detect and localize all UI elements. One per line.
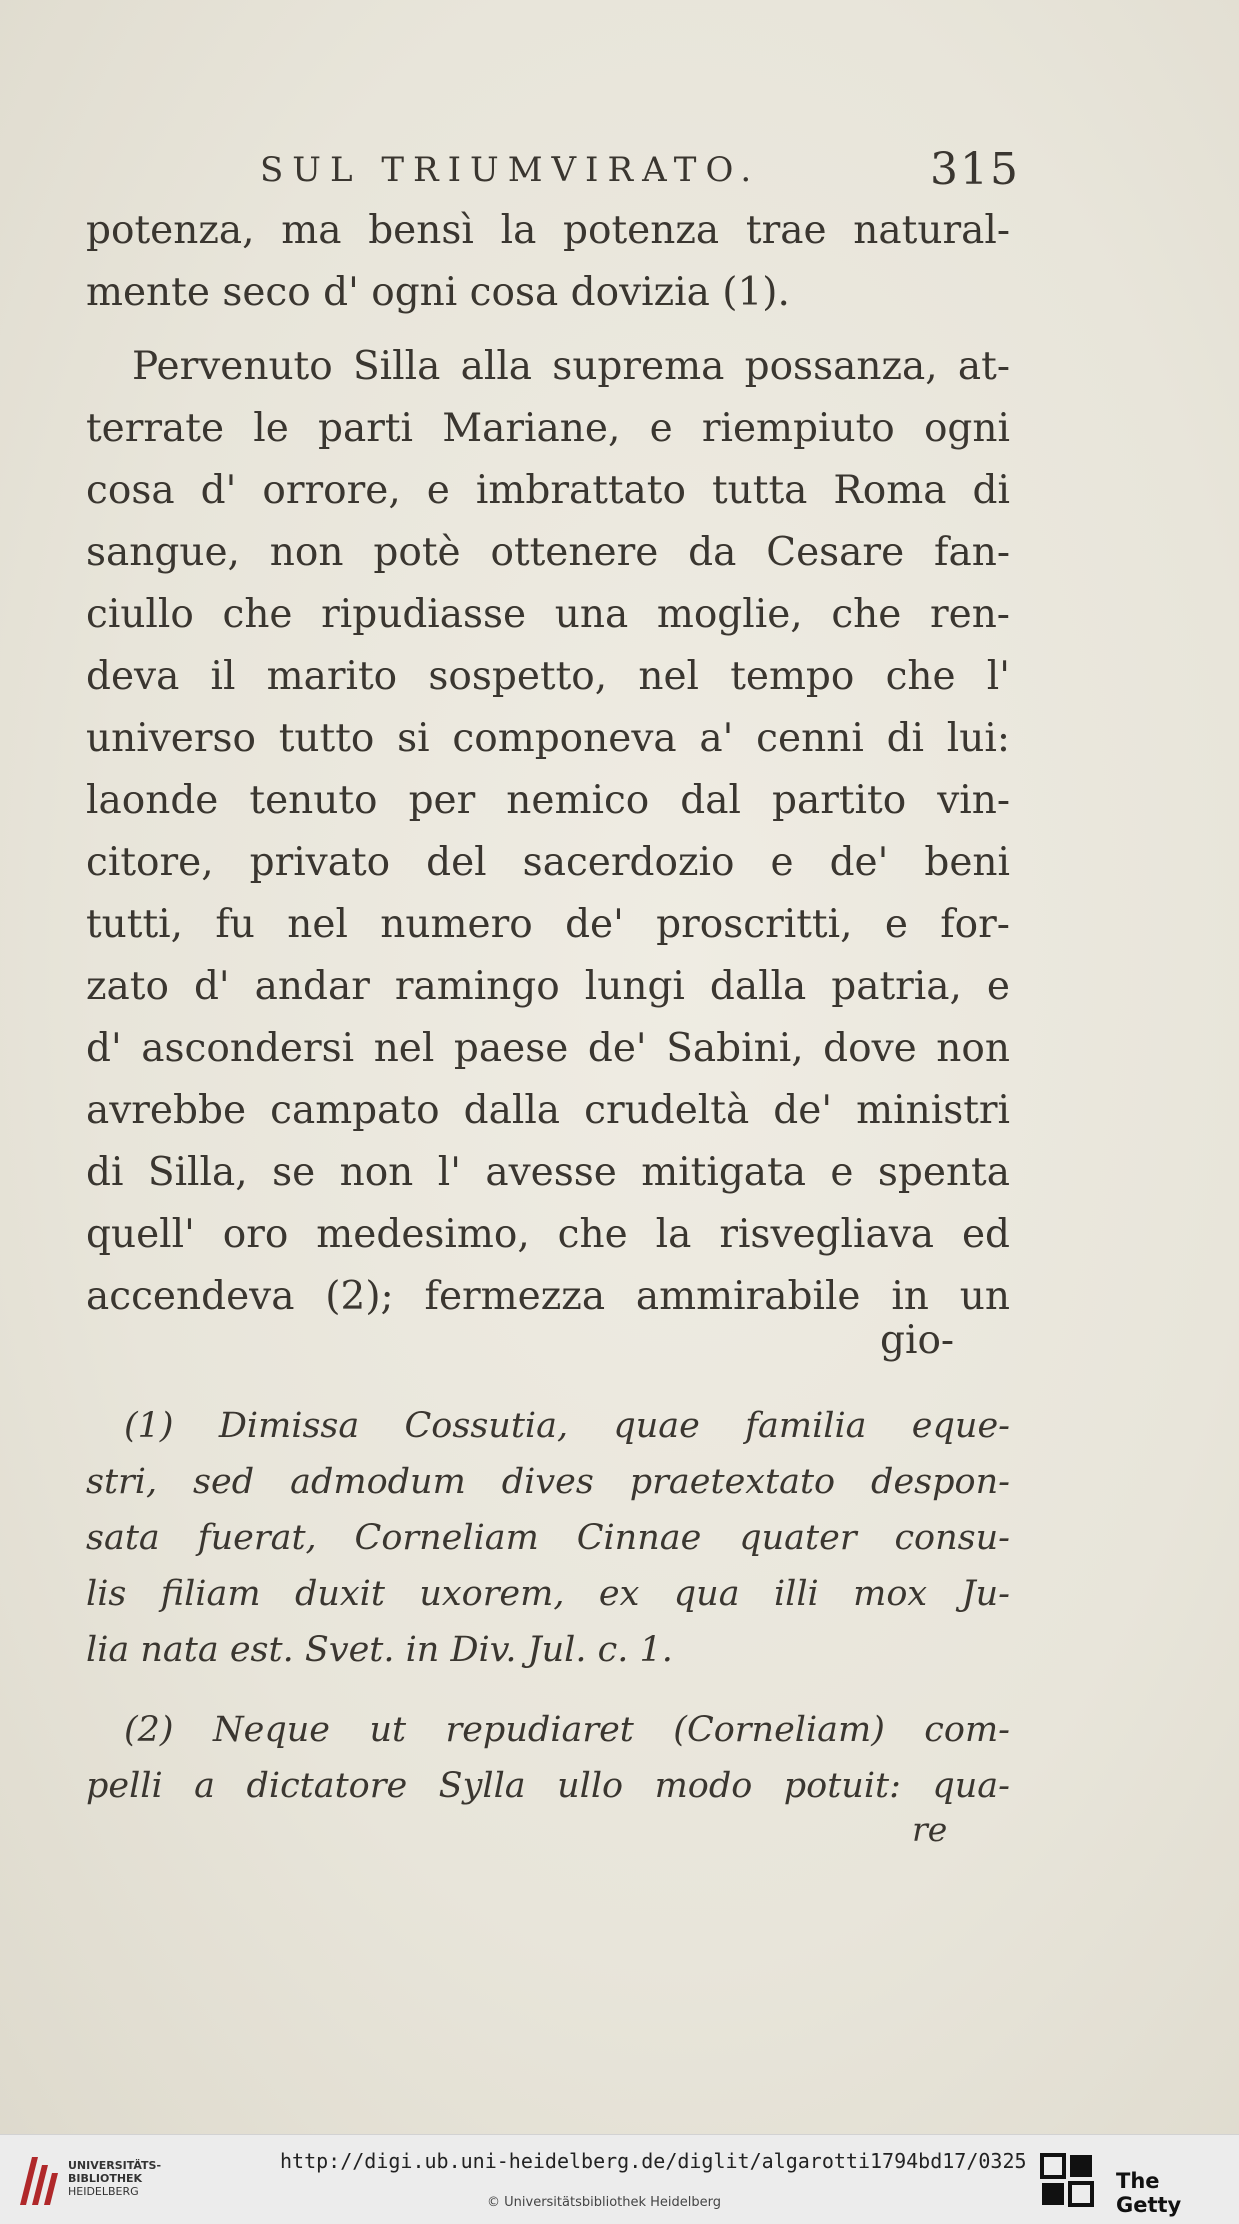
- footnote-line: lia nata est. Svet. in Div. Jul. c. 1.: [86, 1630, 673, 1670]
- body-line: sangue, non potè ottenere da Cesare fan-: [86, 530, 1010, 575]
- page-number: 315: [930, 144, 1020, 195]
- footnote-line: stri, sed admodum dives praetextato despon-: [86, 1462, 1010, 1502]
- getty-mark-icon: [1040, 2153, 1094, 2207]
- body-line: laonde tenuto per nemico dal partito vin-: [86, 778, 1010, 823]
- footnote-line: lis filiam duxit uxorem, ex qua illi mox Ju-: [86, 1574, 1010, 1614]
- body-line: di Silla, se non l' avesse mitigata e spenta: [86, 1150, 1010, 1195]
- body-line: avrebbe campato dalla crudeltà de' ministri: [86, 1088, 1010, 1133]
- running-head: [260, 144, 1020, 200]
- body-line: terrate le parti Mariane, e riempiuto ogni: [86, 406, 1010, 451]
- footnote-catchword: re: [912, 1810, 948, 1849]
- footnote-line: sata fuerat, Corneliam Cinnae quater consu-: [86, 1518, 1010, 1558]
- body-line: universo tutto si componeva a' cenni di lui:: [86, 716, 1010, 761]
- footnote-line: (2) Neque ut repudiaret (Corneliam) com-: [124, 1710, 1010, 1750]
- viewer-footer: [0, 2134, 1239, 2224]
- footnote-line: (1) Dimissa Cossutia, quae familia eque-: [124, 1406, 1010, 1446]
- body-line: deva il marito sospetto, nel tempo che l': [86, 654, 1010, 699]
- library-name-line: HEIDELBERG: [68, 2185, 139, 2198]
- body-line: potenza, ma bensì la potenza trae natural-: [86, 208, 1010, 253]
- body-line: Pervenuto Silla alla suprema possanza, at-: [132, 344, 1010, 389]
- body-line: cosa d' orrore, e imbrattato tutta Roma di: [86, 468, 1010, 513]
- body-line: ciullo che ripudiasse una moglie, che ren-: [86, 592, 1010, 637]
- body-line: accendeva (2); fermezza ammirabile in un: [86, 1274, 1010, 1319]
- body-line: zato d' andar ramingo lungi dalla patria, e: [86, 964, 1010, 1009]
- permalink-url[interactable]: http://digi.ub.uni-heidelberg.de/diglit/algarotti1794bd17/0325: [280, 2149, 1027, 2173]
- body-line: mente seco d' ogni cosa dovizia (1).: [86, 270, 790, 315]
- footnotes: [86, 1398, 1010, 1814]
- body-line: d' ascondersi nel paese de' Sabini, dove non: [86, 1026, 1010, 1071]
- library-logo[interactable]: [14, 2147, 174, 2213]
- running-title: SUL TRIUMVIRATO.: [260, 150, 761, 190]
- copyright-notice: © Universitätsbibliothek Heidelberg: [487, 2195, 722, 2210]
- body-text: [86, 200, 1010, 1328]
- body-line: citore, privato del sacerdozio e de' beni: [86, 840, 1010, 885]
- catchword: gio-: [880, 1318, 955, 1363]
- library-seal-icon: [14, 2151, 62, 2209]
- library-name-line: BIBLIOTHEK: [68, 2172, 143, 2185]
- footnote-line: pelli a dictatore Sylla ullo modo potuit: qua-: [86, 1766, 1010, 1806]
- getty-logo[interactable]: [1040, 2153, 1230, 2217]
- partner-name: The Getty: [1116, 2169, 1182, 2217]
- library-name-line: UNIVERSITÄTS-: [68, 2159, 162, 2172]
- body-line: tutti, fu nel numero de' proscritti, e for-: [86, 902, 1010, 947]
- body-line: quell' oro medesimo, che la risvegliava ed: [86, 1212, 1010, 1257]
